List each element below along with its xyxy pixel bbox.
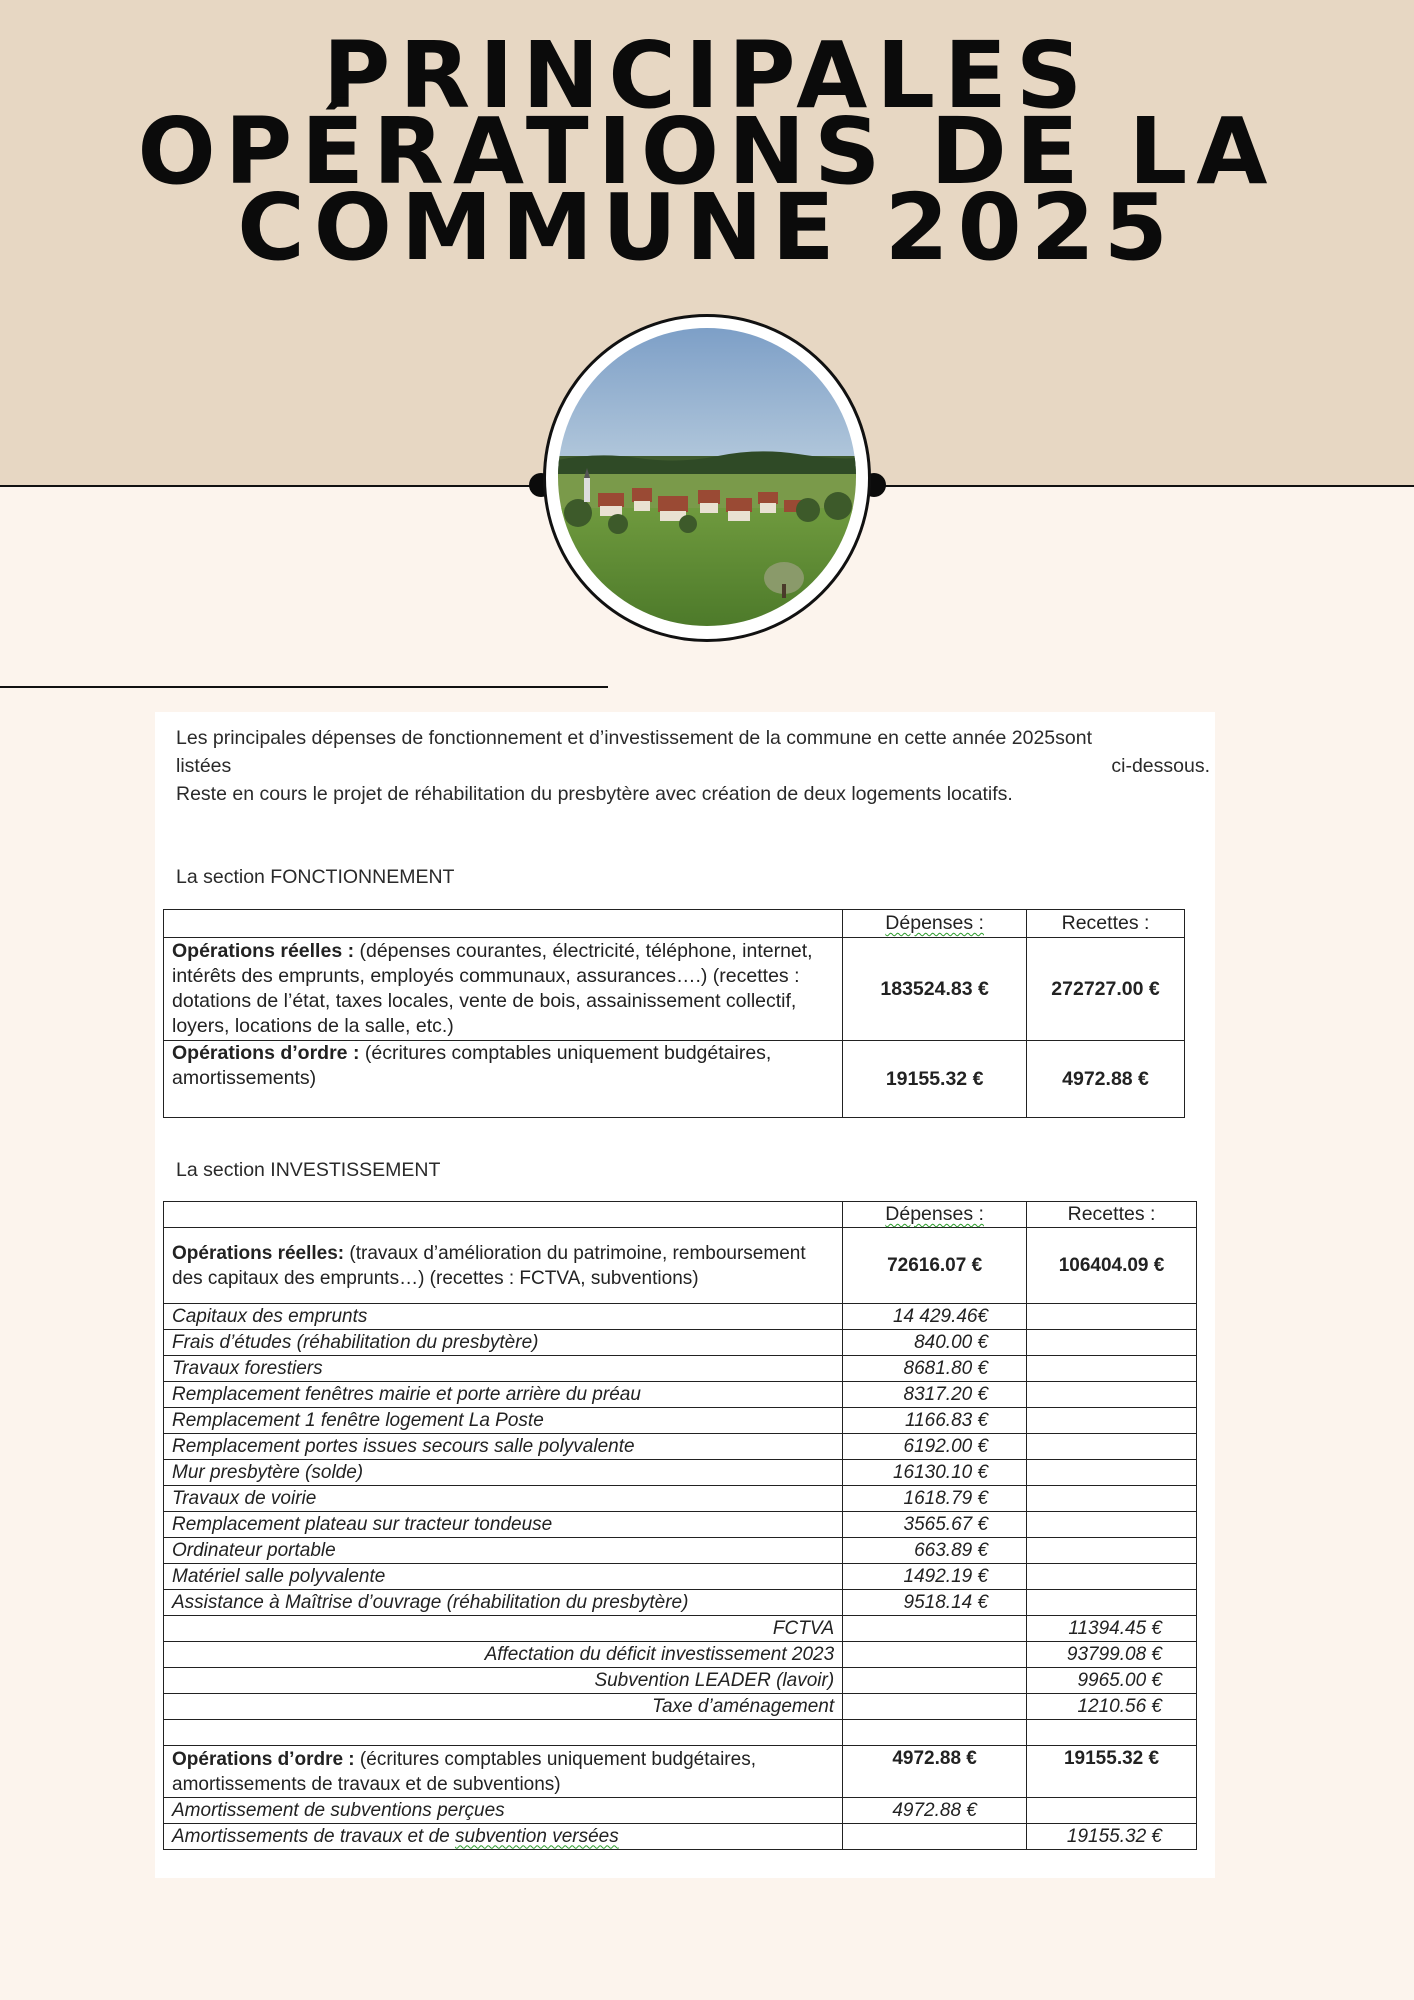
- empty-cell: [1027, 1460, 1197, 1486]
- item-label: Remplacement 1 fenêtre logement La Poste: [164, 1408, 843, 1434]
- reelles-recettes: 106404.09 €: [1027, 1228, 1197, 1304]
- divider-left: [0, 485, 545, 487]
- operations-ordre-label: Opérations d’ordre : (écritures comptables uniquement budgétaires, amortissements de travaux et de subventions): [164, 1746, 843, 1798]
- col-depenses: Dépenses :: [843, 1202, 1027, 1228]
- intro-line-2-left: listées: [176, 755, 232, 777]
- empty-cell: [1027, 1590, 1197, 1616]
- table-row: [164, 1642, 1197, 1668]
- item-label: FCTVA: [164, 1616, 843, 1642]
- intro-line-2-right: ci-dessous.: [1111, 755, 1210, 777]
- empty-cell: [1027, 1720, 1197, 1746]
- divider-right: [870, 485, 1414, 487]
- table-row: [164, 1564, 1197, 1590]
- col-recettes: Recettes :: [1027, 910, 1185, 938]
- item-label: Subvention LEADER (lavoir): [164, 1668, 843, 1694]
- item-label: Remplacement fenêtres mairie et porte arrière du préau: [164, 1382, 843, 1408]
- table-header-row: [164, 910, 1185, 938]
- ordre-depenses: 19155.32 €: [843, 1041, 1027, 1118]
- col-depenses: Dépenses :: [843, 910, 1027, 938]
- empty-cell: [1027, 1356, 1197, 1382]
- item-amount: 93799.08 €: [1027, 1642, 1197, 1668]
- item-label: Remplacement plateau sur tracteur tondeuse: [164, 1512, 843, 1538]
- title-line-3: COMMUNE 2025: [237, 174, 1177, 281]
- item-label: Ordinateur portable: [164, 1538, 843, 1564]
- section-title-investissement: La section INVESTISSEMENT: [176, 1159, 441, 1181]
- item-amount: 1618.79 €: [843, 1486, 1027, 1512]
- item-amount: 1210.56 €: [1027, 1694, 1197, 1720]
- item-amount: 19155.32 €: [1027, 1824, 1197, 1850]
- ordre-recettes: 4972.88 €: [1027, 1041, 1185, 1118]
- empty-cell: [843, 1720, 1027, 1746]
- table-row: [164, 1460, 1197, 1486]
- col-recettes: Recettes :: [1027, 1202, 1197, 1228]
- empty-cell: [1027, 1330, 1197, 1356]
- page-title: [0, 22, 1414, 281]
- item-label: Matériel salle polyvalente: [164, 1564, 843, 1590]
- item-label: Amortissements de travaux et de subvention versées: [164, 1824, 843, 1850]
- empty-cell: [1027, 1486, 1197, 1512]
- item-label: Assistance à Maîtrise d’ouvrage (réhabilitation du presbytère): [164, 1590, 843, 1616]
- table-row-blank: [164, 1720, 1197, 1746]
- empty-cell: [843, 1642, 1027, 1668]
- empty-cell: [164, 1720, 843, 1746]
- table-row: [164, 1434, 1197, 1460]
- table-row: [164, 1041, 1185, 1118]
- table-row: [164, 1356, 1197, 1382]
- empty-cell: [1027, 1798, 1197, 1824]
- operations-reelles-label: Opérations réelles: (travaux d’amélioration du patrimoine, remboursement des capitaux des emprunts…) (recettes : FCTVA, subventions): [164, 1228, 843, 1304]
- item-amount: 1492.19 €: [843, 1564, 1027, 1590]
- title-line-1: PRINCIPALES: [322, 22, 1092, 129]
- item-label: Affectation du déficit investissement 2023: [164, 1642, 843, 1668]
- empty-cell: [1027, 1304, 1197, 1330]
- item-amount: 6192.00 €: [843, 1434, 1027, 1460]
- empty-cell: [843, 1616, 1027, 1642]
- item-amount: 8681.80 €: [843, 1356, 1027, 1382]
- item-label: Capitaux des emprunts: [164, 1304, 843, 1330]
- operations-ordre-label: Opérations d’ordre : (écritures comptables uniquement budgétaires, amortissements): [164, 1041, 843, 1118]
- table-row: [164, 1486, 1197, 1512]
- item-label: Remplacement portes issues secours salle polyvalente: [164, 1434, 843, 1460]
- item-amount: 16130.10 €: [843, 1460, 1027, 1486]
- empty-cell: [843, 1824, 1027, 1850]
- title-line-2: OPÉRATIONS DE LA: [137, 98, 1277, 205]
- empty-cell: [1027, 1408, 1197, 1434]
- reelles-recettes: 272727.00 €: [1027, 938, 1185, 1041]
- table-row: [164, 1330, 1197, 1356]
- table-row: [164, 1746, 1197, 1798]
- table-row: [164, 1668, 1197, 1694]
- empty-cell: [1027, 1512, 1197, 1538]
- reelles-depenses: 183524.83 €: [843, 938, 1027, 1041]
- empty-cell: [1027, 1434, 1197, 1460]
- village-landscape-photo: [558, 328, 856, 626]
- ordre-recettes: 19155.32 €: [1027, 1746, 1197, 1798]
- intro-line-2: [176, 752, 1210, 780]
- section-title-fonctionnement: La section FONCTIONNEMENT: [176, 866, 455, 888]
- item-label: Travaux de voirie: [164, 1486, 843, 1512]
- empty-cell: [843, 1694, 1027, 1720]
- item-label: Frais d’études (réhabilitation du presbytère): [164, 1330, 843, 1356]
- table-row: [164, 1228, 1197, 1304]
- table-row: [164, 1382, 1197, 1408]
- ordre-depenses: 4972.88 €: [843, 1746, 1027, 1798]
- table-row: [164, 1798, 1197, 1824]
- fonctionnement-table: [163, 909, 1185, 1118]
- table-row: [164, 1590, 1197, 1616]
- operations-reelles-label: Opérations réelles : (dépenses courantes, électricité, téléphone, internet, intérêts des emprunts, employés communaux, assurances….) (recettes : dotations de l’état, taxes locales, vente de bois, assainissement collectif, loyers, locations de la salle, etc.): [164, 938, 843, 1041]
- item-amount: 1166.83 €: [843, 1408, 1027, 1434]
- intro-text: [176, 724, 1210, 808]
- table-row: [164, 1408, 1197, 1434]
- table-row: [164, 1694, 1197, 1720]
- item-amount: 3565.67 €: [843, 1512, 1027, 1538]
- section-divider: [0, 686, 608, 688]
- empty-cell: [1027, 1538, 1197, 1564]
- header-empty-cell: [164, 1202, 843, 1228]
- item-amount: 663.89 €: [843, 1538, 1027, 1564]
- empty-cell: [1027, 1564, 1197, 1590]
- empty-cell: [843, 1668, 1027, 1694]
- table-row: [164, 1824, 1197, 1850]
- item-label: Taxe d’aménagement: [164, 1694, 843, 1720]
- table-row: [164, 1538, 1197, 1564]
- item-amount: 14 429.46€: [843, 1304, 1027, 1330]
- intro-line-3: Reste en cours le projet de réhabilitation du presbytère avec création de deux logements locatifs.: [176, 783, 1013, 805]
- item-amount: 840.00 €: [843, 1330, 1027, 1356]
- item-amount: 4972.88 €: [843, 1798, 1027, 1824]
- investissement-table: [163, 1201, 1197, 1850]
- item-amount: 9518.14 €: [843, 1590, 1027, 1616]
- item-label: Mur presbytère (solde): [164, 1460, 843, 1486]
- reelles-depenses: 72616.07 €: [843, 1228, 1027, 1304]
- table-row: [164, 1304, 1197, 1330]
- item-amount: 11394.45 €: [1027, 1616, 1197, 1642]
- table-row: [164, 1616, 1197, 1642]
- table-header-row: [164, 1202, 1197, 1228]
- header-empty-cell: [164, 910, 843, 938]
- item-label: Amortissement de subventions perçues: [164, 1798, 843, 1824]
- table-row: [164, 1512, 1197, 1538]
- item-label: Travaux forestiers: [164, 1356, 843, 1382]
- item-amount: 9965.00 €: [1027, 1668, 1197, 1694]
- item-amount: 8317.20 €: [843, 1382, 1027, 1408]
- empty-cell: [1027, 1382, 1197, 1408]
- table-row: [164, 938, 1185, 1041]
- intro-line-1: Les principales dépenses de fonctionnement et d’investissement de la commune en cette année 2025sont: [176, 727, 1093, 749]
